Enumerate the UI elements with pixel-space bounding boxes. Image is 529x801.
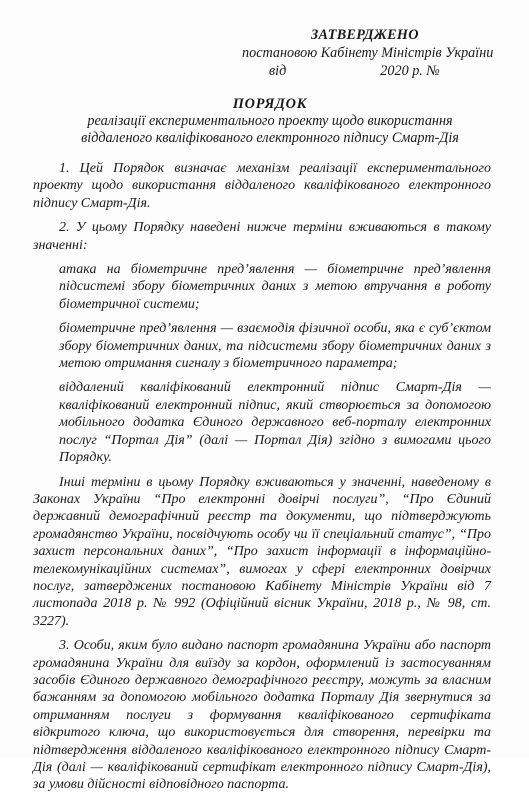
document-subtitle-line2: віддаленого кваліфікованого електронного підпису Смарт-Дія [81, 130, 459, 146]
term-remote-signature: віддалений кваліфікований електронний підпис Смарт-Дія — кваліфікований електронний підпис, який створюється за допомогою мобільного додатка Єдиного державного веб-порталу електронних послуг “Портал Дія” (далі — Портал Дія) згідно з вимогами цього Порядку. [59, 380, 491, 466]
paragraph-other-terms: Інші терміни в цьому Порядку вживаються у значенні, наведеному в Законах України “Про електронні довірчі послуги”, “Про Єдиний державний демографічний реєстр та документи, що підтверджують громадянство України, посвідчують особу чи її спеціальний статус”, “Про захист персональних даних”, “Про захист інформації в інформаційно-телекомунікаційних системах”, вимогах у сфері електронних довірчих послуг, затверджених постановою Кабінету Міністрів України від 7 листопада 2018 р. № 992 (Офіційний вісник України, 2018 р., № 98, ст. 3227). [33, 474, 491, 629]
term-biometric-presentation: біометричне пред’явлення — взаємодія фізичної особи, яка є суб’єктом збору біометричних даних, та підсистеми збору біометричних даних з метою отримання сигналу з біометричного параметра; [59, 321, 491, 372]
approval-date [269, 62, 502, 80]
document-heading [40, 96, 500, 147]
approval-date-year: 2020 р. № [380, 63, 440, 79]
approval-date-prefix: від [269, 63, 287, 79]
approval-title: ЗАТВЕРДЖЕНО [311, 27, 419, 43]
term-biometric-attack: атака на біометричне пред’явлення — біометричне пред’явлення підсистемі збору біометричних даних з метою втручання в роботу біометричної системи; [59, 262, 491, 312]
document-body [33, 160, 491, 801]
paragraph-2: 2. У цьому Порядку наведені нижче терміни вживаються в такому значенні: [33, 220, 491, 253]
paragraph-1: 1. Цей Порядок визначає механізм реалізації експериментального проекту щодо використання віддаленого кваліфікованого електронного підпису Смарт-Дія. [33, 161, 491, 211]
approval-block [232, 26, 502, 80]
approval-resolution: постановою Кабінету Міністрів України [242, 45, 494, 61]
document-title: ПОРЯДОК [232, 96, 308, 112]
document-subtitle-line1: реалізації експериментального проекту щодо використання [87, 113, 453, 129]
paragraph-3: 3. Особи, яким було видано паспорт громадянина України або паспорт громадянина України для виїзду за кордон, оформлений із застосуванням засобів Єдиного державного демографічного реєстру, можуть за власним бажанням за допомогою мобільного додатка Порталу Дія звернутися за отриманням послуги з формування кваліфікованого сертифіката відкритого ключа, що використовується для створення, перевірки та підтвердження віддаленого кваліфікованого електронного підпису Смарт-Дія (далі — кваліфікований сертифікат електронного підпису Смарт-Дія), за умови дійсності відповідного паспорта. [33, 638, 491, 793]
